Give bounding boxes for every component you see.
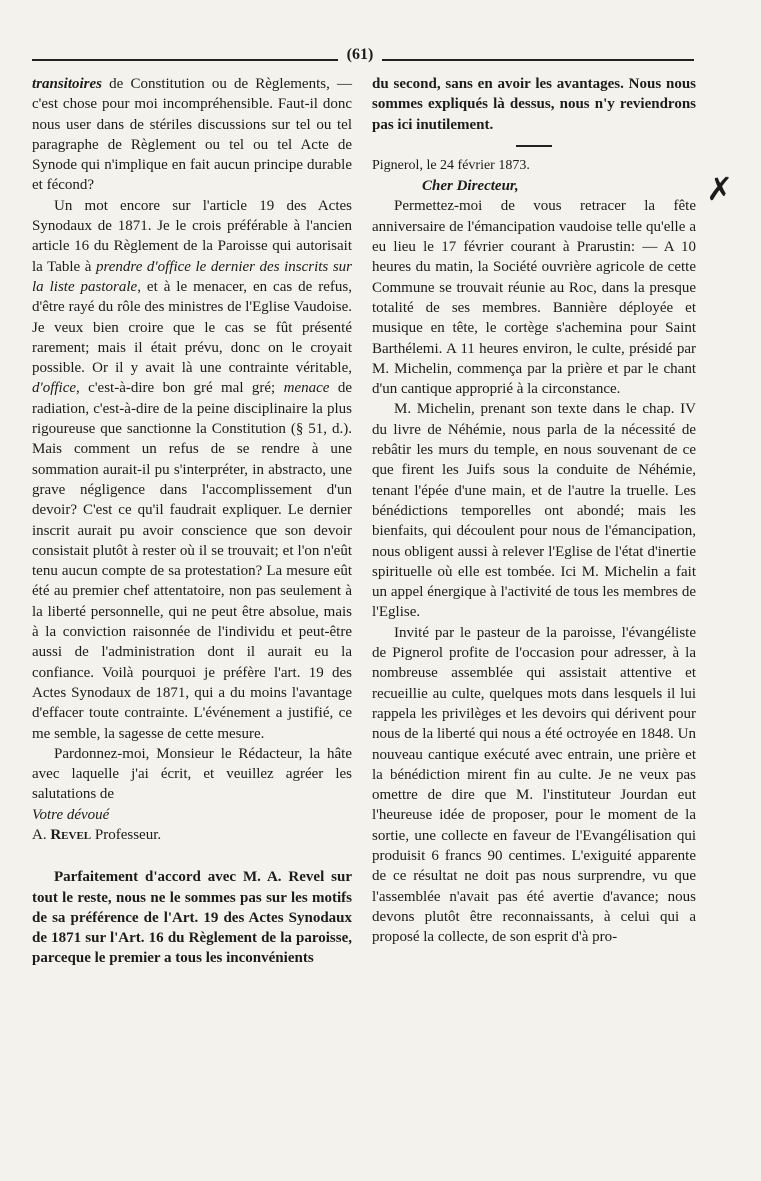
- paragraph: Invité par le pasteur de la paroisse, l'évangéliste de Pignerol profite de l'occasion pour adresser, à la nombreuse assemblée qui assistait attentive et recueillie au culte, quelques mots dans lesquels il lui rappela les privilèges et les devoirs qui dérivent pour nous de la liberté qui nous a été octroyée en 1848. Un nouveau cantique exécuté avec entrain, une prière et la bénédiction mirent fin au culte. Je ne veux pas omettre de dire que M. l'instituteur Jourdan eut l'heureuse idée de proposer, pour le moment de la sortie, une collecte en faveur de l'Evangélisation qui produisit 6 francs 90 centimes. L'exiguité apparente de ce résultat ne doit pas nous surprendre, vu que l'assemblée n'avait pas été avertie d'avance; nous devons plutôt être reconnaissants, à celui qui a proposé la collecte, de son esprit d'à pro-: [372, 624, 696, 946]
- paragraph: Permettez-moi de vous retracer la fête anniversaire de l'émancipation vaudoise telle qu'elle a eu lieu le 17 février courant à Prarustin: — A 10 heures du matin, la Société ouvrière agricole de cette Commune se trouvait réunie au Roc, dans la presque totalité de ses membres. Bannière déployée et musique en tête, le cortège s'achemina pour Saint Barthélemi. A 11 heures environ, le culte, présidé par M. Michelin, commença par la prière et par le chant d'un cantique approprié à la circonstance.: [372, 198, 696, 398]
- text-run: Un mot encore sur l'article 19 des Actes Synodaux de 1871. Je le crois préférable à l'ancien article 16 du Règlement de la Paroisse qui autorisait la Table à: [32, 197, 352, 275]
- text-run: de radiation, c'est-à-dire de la peine disciplinaire la plus rigoureuse que sanctionne la Constitution (§ 51, d.). Mais comment un refus de se rendre à une sommation aurait-il pu s'interpréter, in abstracto, une grave négligence dans l'accomplissement d'un devoir? C'est ce qu'il faudrait expliquer. Le dernier inscrit aurait pu avoir conscience que son devoir consistait plutôt à rester où il se trouvait; et l'on n'eût tenu aucun compte de sa protestation? La mesure eût été au premier chef attentatoire, non pas seulement à la liberté personnelle, qui ne peut être absolue, mais à la conviction raisonnée de l'individu et peut-être aussi de l'administration dont il aurait eu la confiance. Voilà pourquoi je préfère l'art. 19 des Actes Synodaux de 1871, qui a du moins l'avantage d'effacer toute contrainte. L'événement a justifié, ce me semble, la sagesse de cette mesure.: [32, 380, 352, 742]
- text-run: , et à le menacer, en cas de refus, d'être rayé du rôle des ministres de l'Eglise Vaudoise. Je veux bien croire que le cas se fût présenté rarement; mais il était prévu, donc on le croyait possible. Or il y avait là une contrainte véritable,: [32, 278, 352, 377]
- italic-run: prendre d'office le dernier des inscrits sur la liste pastorale: [32, 258, 352, 295]
- paragraph: [32, 196, 352, 744]
- header-rule-left: [32, 59, 338, 61]
- page-number: (61): [346, 46, 374, 63]
- continuation-text: du second, sans en avoir les avantages. Nous nous sommes expliqués là dessus, nous n'y reviendrons pas ici inutilement.: [372, 76, 696, 133]
- salutation: Cher Directeur,: [422, 178, 519, 195]
- editor-note: Parfaitement d'accord avec M. A. Revel sur tout le reste, nous ne le sommes pas sur les motifs de sa préférence de l'Art. 19 des Actes Synodaux de 1871 sur l'Art. 16 du Règlement de la paroisse, parceque le premier a tous les inconvénients: [32, 869, 352, 967]
- signature-name: Revel: [50, 826, 92, 843]
- text-run: de Constitution ou de Règlements, — c'est chose pour moi incompréhensible. Faut-il donc nous user dans de stériles discussions sur tel ou tel paragraphe de Règlement ou tel ou tel Acte de Synode qui n'implique en fait aucun principe durable et fécond?: [32, 76, 352, 194]
- italic-lead: transitoires: [32, 76, 103, 92]
- signature-title: Professeur.: [91, 826, 162, 843]
- section-divider: [516, 145, 552, 147]
- dateline: Pignerol, le 24 février 1873.: [372, 157, 530, 173]
- paragraph: [32, 74, 352, 196]
- italic-run: menace: [283, 380, 330, 397]
- paragraph: M. Michelin, prenant son texte dans le chap. IV du livre de Néhémie, nous parla de la nécessité de rebâtir les murs du temple, en nous souvenant de ce que firent les Juifs sous la conduite de Néhémie, tenant l'épée d'une main, et de l'autre la truelle. Les bénédictions temporelles ont abondé; mais les bienfaits, qui découlent pour nous de l'émancipation, nous obligent aussi à relever l'Eglise de l'état d'inertie spirituelle où elle est tombée. Ici M. Michelin a fait un appel énergique à l'activité de tous les membres de l'Eglise.: [372, 401, 696, 621]
- text-run: , c'est-à-dire bon gré mal gré;: [76, 380, 284, 397]
- closing: Votre dévoué: [32, 806, 110, 823]
- right-column: [372, 74, 696, 947]
- header-rule-right: [382, 59, 694, 61]
- margin-cross-mark: ✗: [706, 170, 733, 208]
- left-column: [32, 74, 352, 969]
- signature: [32, 825, 352, 845]
- italic-run: d'office: [32, 380, 77, 397]
- signature-initial: A.: [32, 826, 51, 843]
- paragraph: Pardonnez-moi, Monsieur le Rédacteur, la hâte avec laquelle j'ai écrit, et veuillez agréer les salutations de: [32, 745, 352, 803]
